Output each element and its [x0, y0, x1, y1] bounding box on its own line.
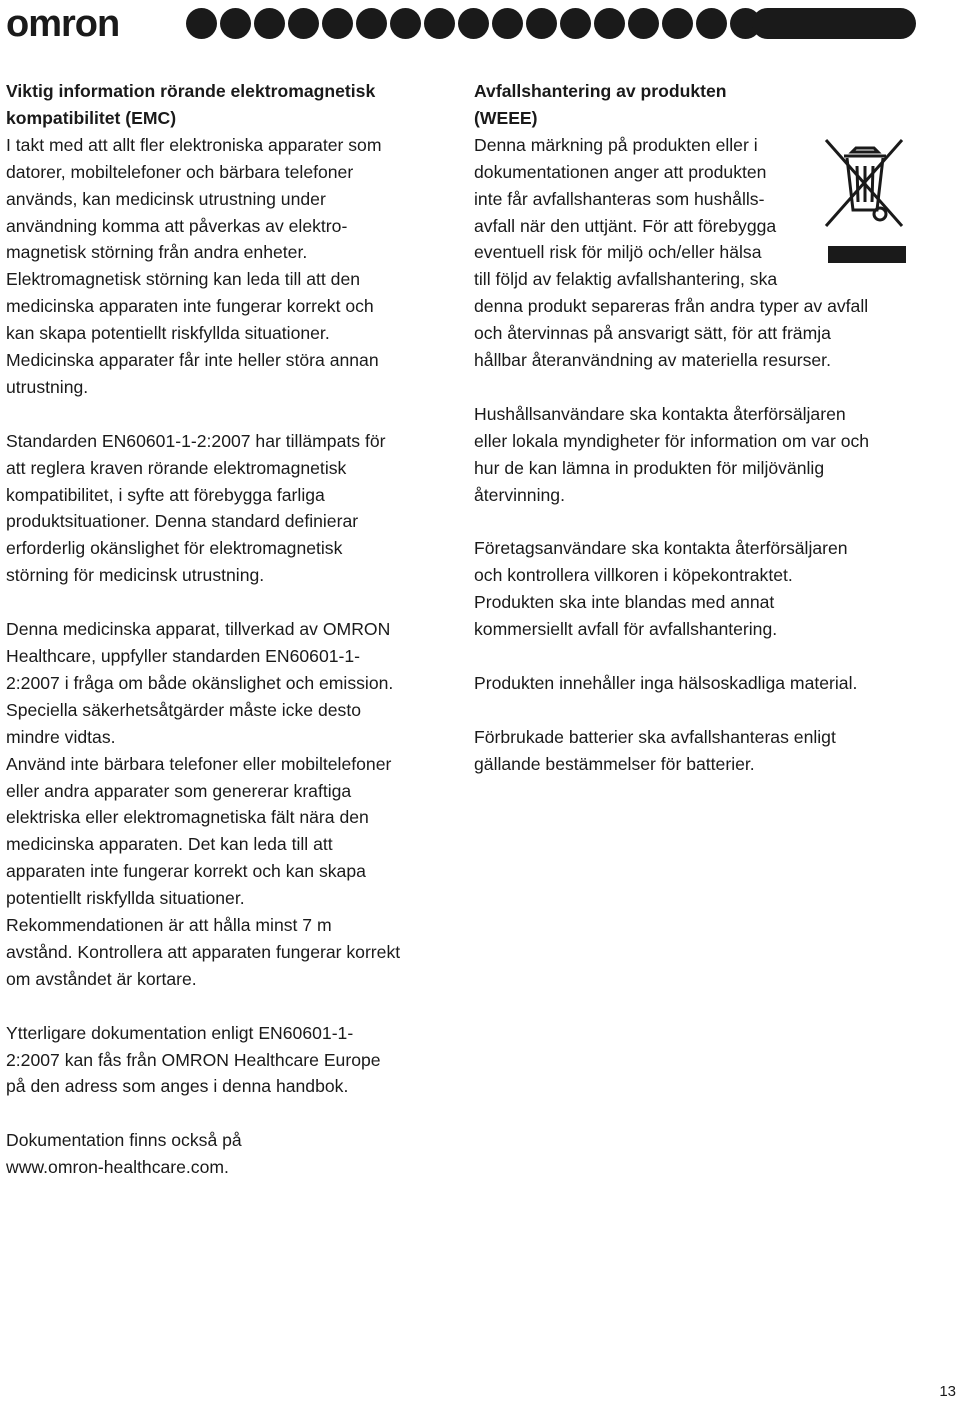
weee-paragraph-3: Företagsanvändare ska kontakta återförsäljaren och kontrollera villkoren i köpekontraktet. Produkten ska inte blandas med annat kommersiellt avfall för avfallshantering. [474, 538, 848, 640]
header-end-bar [752, 8, 916, 39]
page-header [0, 0, 960, 48]
emc-paragraph-2: Standarden EN60601-1-2:2007 har tillämpats för att reglera kraven rörande elektromagnetisk kompatibilitet, i syfte att förebygga farliga produktsituationer. Denna standard definierar erforderlig okänslighet för elektromagnetisk störning för medicinsk utrustning. [6, 430, 386, 586]
emc-paragraph-4: Ytterligare dokumentation enligt EN60601-1- 2:2007 kan fås från OMRON Healthcare Europe på den adress som anges i denna handbok. [6, 1022, 381, 1097]
weee-paragraph-4: Produkten innehåller inga hälsoskadliga material. [474, 672, 858, 693]
header-dot [492, 8, 523, 39]
weee-paragraph-5: Förbrukade batterier ska avfallshanteras enligt gällande bestämmelser för batterier. [474, 726, 836, 774]
header-dot [424, 8, 455, 39]
weee-paragraph-2: Hushållsanvändare ska kontakta återförsäljaren eller lokala myndigheter för information om var och hur de kan lämna in produkten för miljövänlig återvinning. [474, 403, 870, 505]
omron-logo: omron [6, 3, 120, 45]
header-dot [458, 8, 489, 39]
header-dot [186, 8, 217, 39]
header-dot [220, 8, 251, 39]
emc-paragraph-5: Dokumentation finns också på www.omron-healthcare.com. [6, 1130, 242, 1178]
page-number: 13 [939, 1383, 956, 1400]
header-dot [390, 8, 421, 39]
weee-heading: Avfallshantering av produkten (WEEE) [474, 81, 727, 128]
header-dot [322, 8, 353, 39]
header-dot [628, 8, 659, 39]
emc-heading: Viktig information rörande elektromagnetisk kompatibilitet (EMC) [6, 81, 376, 128]
weee-paragraph-1b: denna produkt separeras från andra typer av avfall och återvinnas på ansvarigt sätt, för att främja hållbar återanvändning av materiella resurser. [474, 296, 869, 371]
weee-paragraph-1a: Denna märkning på produkten eller i dokumentationen anger att produkten inte får avfallshanteras som hushålls- avfall när den uttjänt. För att förebygga eventuell risk för miljö och/eller hälsa till följd av felaktig avfallshantering, ska [474, 134, 778, 290]
header-dot [560, 8, 591, 39]
header-dot [526, 8, 557, 39]
emc-paragraph-1: I takt med att allt fler elektroniska apparater som datorer, mobiltelefoner och bärbara telefoner används, kan medicinsk utrustning under användning komma att påverkas av elektro- magnetisk störning från andra enheter. Elektromagnetisk störning kan leda till att den medicinska apparaten inte fungerar korrekt och kan skapa potentiellt riskfyllda situationer. Medicinska apparater får inte heller störa annan utrustning. [6, 134, 382, 397]
left-column [6, 78, 451, 1208]
header-dot [662, 8, 693, 39]
header-dot-band [186, 8, 761, 39]
emc-paragraph-3: Denna medicinska apparat, tillverkad av OMRON Healthcare, uppfyller standarden EN60601-1- 2:2007 i fråga om både okänslighet och emission. Speciella säkerhetsåtgärder måste icke desto mindre vidtas. Använd inte bärbara telefoner eller mobiltelefoner eller andra apparater som genererar kraftiga elektriska eller elektromagnetiska fält nära den medicinska apparaten. Det kan leda till att apparaten inte fungerar korrekt och kan skapa potentiellt riskfyllda situationer. Rekommendationen är att hålla minst 7 m avstånd. Kontrollera att apparaten fungerar korrekt om avståndet är kortare. [6, 619, 401, 989]
header-dot [356, 8, 387, 39]
header-dot [696, 8, 727, 39]
header-dot [288, 8, 319, 39]
crossed-out-wheelie-bin-icon [822, 136, 906, 266]
header-dot [594, 8, 625, 39]
header-dot [254, 8, 285, 39]
